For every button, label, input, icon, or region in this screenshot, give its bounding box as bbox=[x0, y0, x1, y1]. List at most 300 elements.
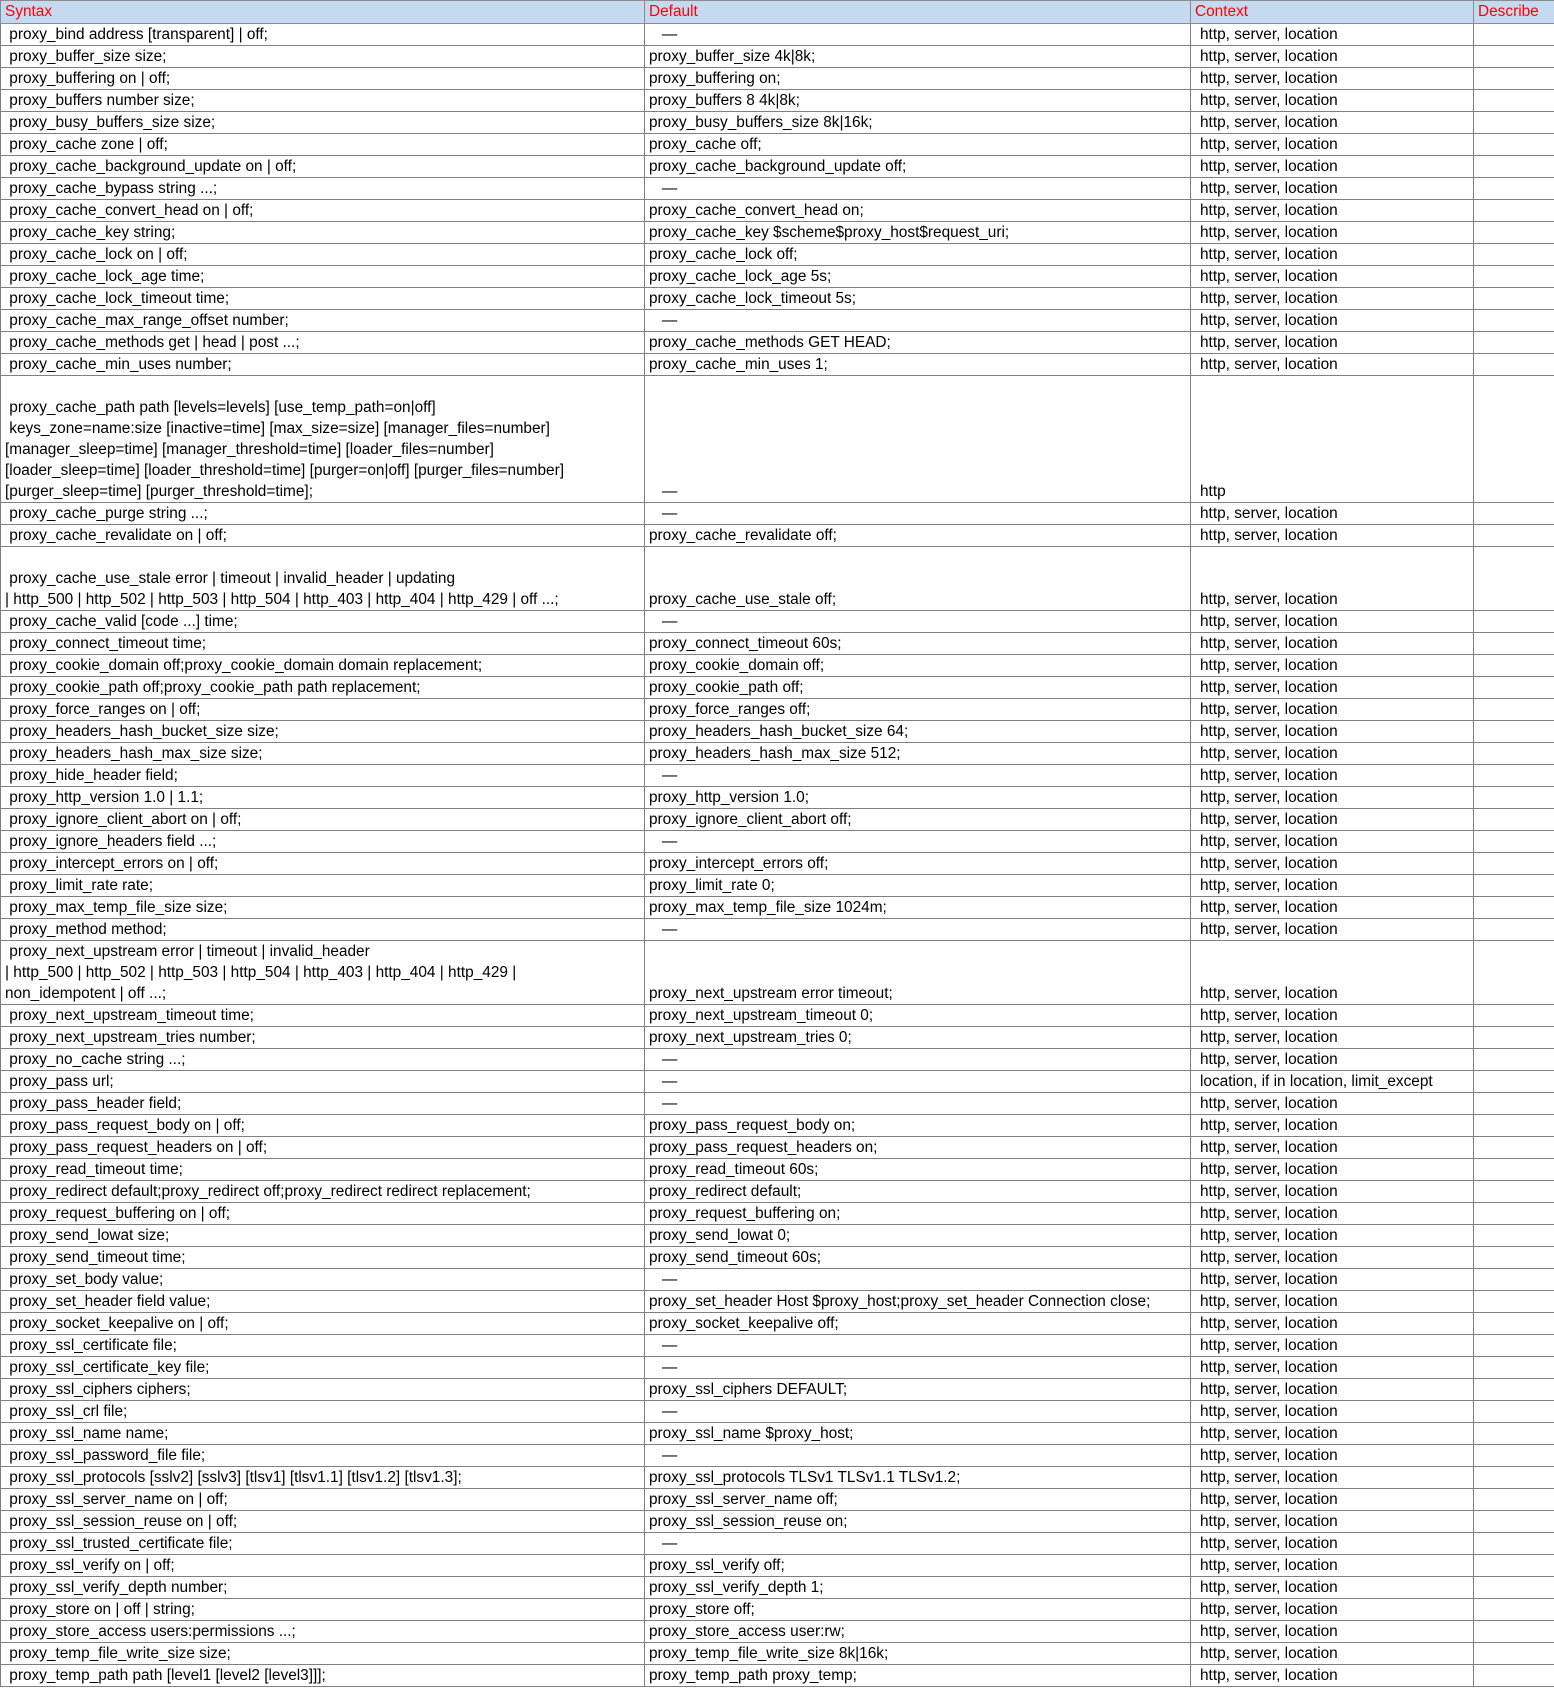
context-cell[interactable]: http, server, location bbox=[1191, 1401, 1474, 1423]
default-cell[interactable]: — bbox=[645, 765, 1191, 787]
describe-cell[interactable] bbox=[1474, 1357, 1554, 1379]
describe-cell[interactable] bbox=[1474, 1445, 1554, 1467]
syntax-cell[interactable]: proxy_cache_background_update on | off; bbox=[1, 156, 645, 178]
table-row bbox=[1, 134, 1554, 156]
syntax-cell[interactable]: proxy_cache_purge string ...; bbox=[1, 503, 645, 525]
context-cell[interactable]: http, server, location bbox=[1191, 677, 1474, 699]
default-cell[interactable]: — bbox=[645, 1093, 1191, 1115]
context-cell[interactable]: http, server, location bbox=[1191, 941, 1474, 1005]
describe-cell[interactable] bbox=[1474, 831, 1554, 853]
describe-cell[interactable] bbox=[1474, 1555, 1554, 1577]
table-row bbox=[1, 1665, 1554, 1687]
default-cell[interactable]: proxy_ssl_verify_depth 1; bbox=[645, 1577, 1191, 1599]
context-cell[interactable]: location, if in location, limit_except bbox=[1191, 1071, 1474, 1093]
syntax-cell[interactable]: proxy_request_buffering on | off; bbox=[1, 1203, 645, 1225]
table-row bbox=[1, 1203, 1554, 1225]
context-cell[interactable]: http, server, location bbox=[1191, 503, 1474, 525]
syntax-cell[interactable]: proxy_cookie_path off;proxy_cookie_path path replacement; bbox=[1, 677, 645, 699]
syntax-cell[interactable]: proxy_headers_hash_max_size size; bbox=[1, 743, 645, 765]
context-cell[interactable]: http, server, location bbox=[1191, 1181, 1474, 1203]
default-cell[interactable]: — bbox=[645, 1269, 1191, 1291]
describe-cell[interactable] bbox=[1474, 68, 1554, 90]
table-row bbox=[1, 1115, 1554, 1137]
describe-cell[interactable] bbox=[1474, 1027, 1554, 1049]
syntax-cell[interactable]: proxy_ssl_name name; bbox=[1, 1423, 645, 1445]
context-cell[interactable]: http, server, location bbox=[1191, 1489, 1474, 1511]
context-cell[interactable]: http, server, location bbox=[1191, 1665, 1474, 1687]
header-default[interactable]: Default bbox=[645, 1, 1191, 24]
table-row bbox=[1, 1247, 1554, 1269]
default-cell[interactable]: proxy_send_timeout 60s; bbox=[645, 1247, 1191, 1269]
default-cell[interactable]: — bbox=[645, 611, 1191, 633]
syntax-cell[interactable]: proxy_buffer_size size; bbox=[1, 46, 645, 68]
describe-cell[interactable] bbox=[1474, 112, 1554, 134]
context-cell[interactable]: http, server, location bbox=[1191, 721, 1474, 743]
context-cell[interactable]: http, server, location bbox=[1191, 1467, 1474, 1489]
default-cell[interactable]: proxy_force_ranges off; bbox=[645, 699, 1191, 721]
syntax-cell[interactable]: proxy_cache_use_stale error | timeout | invalid_header | updating | http_500 | http_502 | http_503 | http_504 | http_403 | http_404 | http_429 | off ...; bbox=[1, 547, 645, 611]
default-cell[interactable]: proxy_next_upstream_timeout 0; bbox=[645, 1005, 1191, 1027]
syntax-cell[interactable]: proxy_pass_request_headers on | off; bbox=[1, 1137, 645, 1159]
default-cell[interactable]: proxy_temp_file_write_size 8k|16k; bbox=[645, 1643, 1191, 1665]
default-cell[interactable]: — bbox=[645, 919, 1191, 941]
syntax-cell[interactable]: proxy_redirect default;proxy_redirect off;proxy_redirect redirect replacement; bbox=[1, 1181, 645, 1203]
default-cell[interactable]: proxy_request_buffering on; bbox=[645, 1203, 1191, 1225]
context-cell[interactable]: http, server, location bbox=[1191, 288, 1474, 310]
default-cell[interactable]: proxy_pass_request_body on; bbox=[645, 1115, 1191, 1137]
context-cell[interactable]: http, server, location bbox=[1191, 809, 1474, 831]
syntax-cell[interactable]: proxy_ssl_verify on | off; bbox=[1, 1555, 645, 1577]
default-cell[interactable]: proxy_buffer_size 4k|8k; bbox=[645, 46, 1191, 68]
default-cell[interactable]: proxy_cache_methods GET HEAD; bbox=[645, 332, 1191, 354]
context-cell[interactable]: http, server, location bbox=[1191, 1269, 1474, 1291]
default-cell[interactable]: proxy_limit_rate 0; bbox=[645, 875, 1191, 897]
syntax-cell[interactable]: proxy_ssl_crl file; bbox=[1, 1401, 645, 1423]
default-cell[interactable]: proxy_read_timeout 60s; bbox=[645, 1159, 1191, 1181]
describe-cell[interactable] bbox=[1474, 1665, 1554, 1687]
context-cell[interactable]: http, server, location bbox=[1191, 1225, 1474, 1247]
context-cell[interactable]: http, server, location bbox=[1191, 354, 1474, 376]
describe-cell[interactable] bbox=[1474, 266, 1554, 288]
context-cell[interactable]: http, server, location bbox=[1191, 90, 1474, 112]
context-cell[interactable]: http bbox=[1191, 376, 1474, 503]
describe-cell[interactable] bbox=[1474, 354, 1554, 376]
table-row bbox=[1, 1093, 1554, 1115]
default-cell[interactable]: proxy_ssl_verify off; bbox=[645, 1555, 1191, 1577]
table-row bbox=[1, 1423, 1554, 1445]
default-cell[interactable]: — bbox=[645, 1071, 1191, 1093]
describe-cell[interactable] bbox=[1474, 941, 1554, 1005]
context-cell[interactable]: http, server, location bbox=[1191, 1533, 1474, 1555]
default-cell[interactable]: — bbox=[645, 1357, 1191, 1379]
table-row bbox=[1, 1599, 1554, 1621]
context-cell[interactable]: http, server, location bbox=[1191, 743, 1474, 765]
context-cell[interactable]: http, server, location bbox=[1191, 1423, 1474, 1445]
default-cell[interactable]: — bbox=[645, 1533, 1191, 1555]
describe-cell[interactable] bbox=[1474, 1181, 1554, 1203]
syntax-cell[interactable]: proxy_cache_methods get | head | post ...; bbox=[1, 332, 645, 354]
default-cell[interactable]: proxy_next_upstream_tries 0; bbox=[645, 1027, 1191, 1049]
describe-cell[interactable] bbox=[1474, 611, 1554, 633]
syntax-cell[interactable]: proxy_cache_path path [levels=levels] [use_temp_path=on|off] keys_zone=name:size [inactive=time] [max_size=size] [manager_files=number] [manager_sleep=time] [manager_threshold=time] [loader_files=number] [loader_sleep=time] [loader_threshold=time] [purger=on|off] [purger_files=number] [purger_sleep=time] [purger_threshold=time]; bbox=[1, 376, 645, 503]
default-cell[interactable]: proxy_cache_key $scheme$proxy_host$request_uri; bbox=[645, 222, 1191, 244]
default-cell[interactable]: proxy_cookie_domain off; bbox=[645, 655, 1191, 677]
syntax-cell[interactable]: proxy_ssl_password_file file; bbox=[1, 1445, 645, 1467]
default-cell[interactable]: — bbox=[645, 503, 1191, 525]
describe-cell[interactable] bbox=[1474, 134, 1554, 156]
syntax-cell[interactable]: proxy_cache_valid [code ...] time; bbox=[1, 611, 645, 633]
context-cell[interactable]: http, server, location bbox=[1191, 1599, 1474, 1621]
syntax-cell[interactable]: proxy_ssl_protocols [sslv2] [sslv3] [tlsv1] [tlsv1.1] [tlsv1.2] [tlsv1.3]; bbox=[1, 1467, 645, 1489]
describe-cell[interactable] bbox=[1474, 1203, 1554, 1225]
describe-cell[interactable] bbox=[1474, 1379, 1554, 1401]
context-cell[interactable]: http, server, location bbox=[1191, 655, 1474, 677]
describe-cell[interactable] bbox=[1474, 787, 1554, 809]
describe-cell[interactable] bbox=[1474, 244, 1554, 266]
describe-cell[interactable] bbox=[1474, 178, 1554, 200]
context-cell[interactable]: http, server, location bbox=[1191, 853, 1474, 875]
describe-cell[interactable] bbox=[1474, 1577, 1554, 1599]
table-row bbox=[1, 1159, 1554, 1181]
describe-cell[interactable] bbox=[1474, 1313, 1554, 1335]
syntax-cell[interactable]: proxy_store_access users:permissions ...; bbox=[1, 1621, 645, 1643]
context-cell[interactable]: http, server, location bbox=[1191, 1555, 1474, 1577]
context-cell[interactable]: http, server, location bbox=[1191, 1005, 1474, 1027]
describe-cell[interactable] bbox=[1474, 1071, 1554, 1093]
describe-cell[interactable] bbox=[1474, 1621, 1554, 1643]
syntax-cell[interactable]: proxy_intercept_errors on | off; bbox=[1, 853, 645, 875]
context-cell[interactable]: http, server, location bbox=[1191, 222, 1474, 244]
default-cell[interactable]: proxy_store_access user:rw; bbox=[645, 1621, 1191, 1643]
syntax-cell[interactable]: proxy_ssl_trusted_certificate file; bbox=[1, 1533, 645, 1555]
default-cell[interactable]: proxy_ssl_protocols TLSv1 TLSv1.1 TLSv1.2; bbox=[645, 1467, 1191, 1489]
default-cell[interactable]: — bbox=[645, 1335, 1191, 1357]
context-cell[interactable]: http, server, location bbox=[1191, 1049, 1474, 1071]
describe-cell[interactable] bbox=[1474, 677, 1554, 699]
describe-cell[interactable] bbox=[1474, 1269, 1554, 1291]
syntax-cell[interactable]: proxy_headers_hash_bucket_size size; bbox=[1, 721, 645, 743]
syntax-cell[interactable]: proxy_send_timeout time; bbox=[1, 1247, 645, 1269]
syntax-cell[interactable]: proxy_ssl_verify_depth number; bbox=[1, 1577, 645, 1599]
syntax-cell[interactable]: proxy_limit_rate rate; bbox=[1, 875, 645, 897]
syntax-cell[interactable]: proxy_send_lowat size; bbox=[1, 1225, 645, 1247]
context-cell[interactable]: http, server, location bbox=[1191, 244, 1474, 266]
default-cell[interactable]: proxy_connect_timeout 60s; bbox=[645, 633, 1191, 655]
default-cell[interactable]: — bbox=[645, 831, 1191, 853]
table-row bbox=[1, 1335, 1554, 1357]
describe-cell[interactable] bbox=[1474, 1467, 1554, 1489]
describe-cell[interactable] bbox=[1474, 503, 1554, 525]
table-row bbox=[1, 332, 1554, 354]
header-describe[interactable]: Describe bbox=[1474, 1, 1554, 24]
context-cell[interactable]: http, server, location bbox=[1191, 875, 1474, 897]
default-cell[interactable]: proxy_temp_path proxy_temp; bbox=[645, 1665, 1191, 1687]
syntax-cell[interactable]: proxy_cache_revalidate on | off; bbox=[1, 525, 645, 547]
default-cell[interactable]: proxy_cache_revalidate off; bbox=[645, 525, 1191, 547]
default-cell[interactable]: proxy_set_header Host $proxy_host;proxy_set_header Connection close; bbox=[645, 1291, 1191, 1313]
syntax-cell[interactable]: proxy_bind address [transparent] | off; bbox=[1, 24, 645, 46]
table-row bbox=[1, 24, 1554, 46]
syntax-cell[interactable]: proxy_ssl_server_name on | off; bbox=[1, 1489, 645, 1511]
syntax-cell[interactable]: proxy_ssl_ciphers ciphers; bbox=[1, 1379, 645, 1401]
syntax-cell[interactable]: proxy_next_upstream_timeout time; bbox=[1, 1005, 645, 1027]
default-cell[interactable]: proxy_cache_convert_head on; bbox=[645, 200, 1191, 222]
context-cell[interactable]: http, server, location bbox=[1191, 787, 1474, 809]
syntax-cell[interactable]: proxy_cache_lock_timeout time; bbox=[1, 288, 645, 310]
context-cell[interactable]: http, server, location bbox=[1191, 919, 1474, 941]
syntax-cell[interactable]: proxy_temp_path path [level1 [level2 [level3]]]; bbox=[1, 1665, 645, 1687]
context-cell[interactable]: http, server, location bbox=[1191, 525, 1474, 547]
table-row bbox=[1, 1489, 1554, 1511]
default-cell[interactable]: proxy_socket_keepalive off; bbox=[645, 1313, 1191, 1335]
syntax-cell[interactable]: proxy_socket_keepalive on | off; bbox=[1, 1313, 645, 1335]
table-row bbox=[1, 222, 1554, 244]
describe-cell[interactable] bbox=[1474, 875, 1554, 897]
table-row bbox=[1, 46, 1554, 68]
describe-cell[interactable] bbox=[1474, 1291, 1554, 1313]
describe-cell[interactable] bbox=[1474, 743, 1554, 765]
describe-cell[interactable] bbox=[1474, 633, 1554, 655]
default-cell[interactable]: proxy_cache_background_update off; bbox=[645, 156, 1191, 178]
syntax-cell[interactable]: proxy_ssl_certificate_key file; bbox=[1, 1357, 645, 1379]
context-cell[interactable]: http, server, location bbox=[1191, 831, 1474, 853]
context-cell[interactable]: http, server, location bbox=[1191, 156, 1474, 178]
table-row bbox=[1, 112, 1554, 134]
syntax-cell[interactable]: proxy_pass_request_body on | off; bbox=[1, 1115, 645, 1137]
describe-cell[interactable] bbox=[1474, 1335, 1554, 1357]
syntax-cell[interactable]: proxy_buffering on | off; bbox=[1, 68, 645, 90]
context-cell[interactable]: http, server, location bbox=[1191, 1159, 1474, 1181]
syntax-cell[interactable]: proxy_set_header field value; bbox=[1, 1291, 645, 1313]
default-cell[interactable]: proxy_redirect default; bbox=[645, 1181, 1191, 1203]
describe-cell[interactable] bbox=[1474, 547, 1554, 611]
context-cell[interactable]: http, server, location bbox=[1191, 1115, 1474, 1137]
default-cell[interactable]: proxy_send_lowat 0; bbox=[645, 1225, 1191, 1247]
default-cell[interactable]: proxy_cache_lock off; bbox=[645, 244, 1191, 266]
syntax-cell[interactable]: proxy_no_cache string ...; bbox=[1, 1049, 645, 1071]
context-cell[interactable]: http, server, location bbox=[1191, 611, 1474, 633]
describe-cell[interactable] bbox=[1474, 525, 1554, 547]
describe-cell[interactable] bbox=[1474, 1159, 1554, 1181]
describe-cell[interactable] bbox=[1474, 200, 1554, 222]
describe-cell[interactable] bbox=[1474, 156, 1554, 178]
describe-cell[interactable] bbox=[1474, 1005, 1554, 1027]
context-cell[interactable]: http, server, location bbox=[1191, 68, 1474, 90]
syntax-cell[interactable]: proxy_pass_header field; bbox=[1, 1093, 645, 1115]
syntax-cell[interactable]: proxy_next_upstream_tries number; bbox=[1, 1027, 645, 1049]
table-row bbox=[1, 1577, 1554, 1599]
context-cell[interactable]: http, server, location bbox=[1191, 1313, 1474, 1335]
describe-cell[interactable] bbox=[1474, 376, 1554, 503]
syntax-cell[interactable]: proxy_cache_min_uses number; bbox=[1, 354, 645, 376]
describe-cell[interactable] bbox=[1474, 765, 1554, 787]
describe-cell[interactable] bbox=[1474, 1247, 1554, 1269]
default-cell[interactable]: proxy_intercept_errors off; bbox=[645, 853, 1191, 875]
describe-cell[interactable] bbox=[1474, 1599, 1554, 1621]
context-cell[interactable]: http, server, location bbox=[1191, 633, 1474, 655]
default-cell[interactable]: — bbox=[645, 24, 1191, 46]
default-cell[interactable]: proxy_buffers 8 4k|8k; bbox=[645, 90, 1191, 112]
describe-cell[interactable] bbox=[1474, 1423, 1554, 1445]
syntax-cell[interactable]: proxy_ssl_certificate file; bbox=[1, 1335, 645, 1357]
default-cell[interactable]: proxy_cache off; bbox=[645, 134, 1191, 156]
default-cell[interactable]: — bbox=[645, 1049, 1191, 1071]
syntax-cell[interactable]: proxy_max_temp_file_size size; bbox=[1, 897, 645, 919]
describe-cell[interactable] bbox=[1474, 919, 1554, 941]
table-row bbox=[1, 1445, 1554, 1467]
default-cell[interactable]: proxy_cache_lock_timeout 5s; bbox=[645, 288, 1191, 310]
describe-cell[interactable] bbox=[1474, 310, 1554, 332]
describe-cell[interactable] bbox=[1474, 721, 1554, 743]
context-cell[interactable]: http, server, location bbox=[1191, 897, 1474, 919]
default-cell[interactable]: proxy_ssl_name $proxy_host; bbox=[645, 1423, 1191, 1445]
table-row bbox=[1, 1313, 1554, 1335]
describe-cell[interactable] bbox=[1474, 809, 1554, 831]
syntax-cell[interactable]: proxy_next_upstream error | timeout | invalid_header | http_500 | http_502 | http_503 | http_504 | http_403 | http_404 | http_429 | non_idempotent | off ...; bbox=[1, 941, 645, 1005]
header-syntax[interactable]: Syntax bbox=[1, 1, 645, 24]
context-cell[interactable]: http, server, location bbox=[1191, 134, 1474, 156]
syntax-cell[interactable]: proxy_pass url; bbox=[1, 1071, 645, 1093]
table-row bbox=[1, 633, 1554, 655]
syntax-cell[interactable]: proxy_cache_bypass string ...; bbox=[1, 178, 645, 200]
default-cell[interactable]: proxy_pass_request_headers on; bbox=[645, 1137, 1191, 1159]
default-cell[interactable]: proxy_busy_buffers_size 8k|16k; bbox=[645, 112, 1191, 134]
default-cell[interactable]: proxy_cookie_path off; bbox=[645, 677, 1191, 699]
default-cell[interactable]: proxy_max_temp_file_size 1024m; bbox=[645, 897, 1191, 919]
context-cell[interactable]: http, server, location bbox=[1191, 1643, 1474, 1665]
default-cell[interactable]: proxy_ssl_server_name off; bbox=[645, 1489, 1191, 1511]
context-cell[interactable]: http, server, location bbox=[1191, 1203, 1474, 1225]
syntax-cell[interactable]: proxy_cookie_domain off;proxy_cookie_domain domain replacement; bbox=[1, 655, 645, 677]
default-cell[interactable]: proxy_http_version 1.0; bbox=[645, 787, 1191, 809]
table-row bbox=[1, 787, 1554, 809]
table-row bbox=[1, 1005, 1554, 1027]
describe-cell[interactable] bbox=[1474, 1225, 1554, 1247]
describe-cell[interactable] bbox=[1474, 288, 1554, 310]
describe-cell[interactable] bbox=[1474, 46, 1554, 68]
syntax-cell[interactable]: proxy_http_version 1.0 | 1.1; bbox=[1, 787, 645, 809]
describe-cell[interactable] bbox=[1474, 1511, 1554, 1533]
context-cell[interactable]: http, server, location bbox=[1191, 46, 1474, 68]
syntax-cell[interactable]: proxy_cache_max_range_offset number; bbox=[1, 310, 645, 332]
syntax-cell[interactable]: proxy_busy_buffers_size size; bbox=[1, 112, 645, 134]
context-cell[interactable]: http, server, location bbox=[1191, 1291, 1474, 1313]
context-cell[interactable]: http, server, location bbox=[1191, 266, 1474, 288]
syntax-cell[interactable]: proxy_buffers number size; bbox=[1, 90, 645, 112]
context-cell[interactable]: http, server, location bbox=[1191, 547, 1474, 611]
default-cell[interactable]: proxy_cache_min_uses 1; bbox=[645, 354, 1191, 376]
describe-cell[interactable] bbox=[1474, 1137, 1554, 1159]
syntax-cell[interactable]: proxy_cache zone | off; bbox=[1, 134, 645, 156]
context-cell[interactable]: http, server, location bbox=[1191, 200, 1474, 222]
syntax-cell[interactable]: proxy_cache_lock_age time; bbox=[1, 266, 645, 288]
syntax-cell[interactable]: proxy_cache_lock on | off; bbox=[1, 244, 645, 266]
context-cell[interactable]: http, server, location bbox=[1191, 1335, 1474, 1357]
default-cell[interactable]: — bbox=[645, 1401, 1191, 1423]
default-cell[interactable]: proxy_ssl_session_reuse on; bbox=[645, 1511, 1191, 1533]
default-cell[interactable]: proxy_cache_lock_age 5s; bbox=[645, 266, 1191, 288]
describe-cell[interactable] bbox=[1474, 853, 1554, 875]
context-cell[interactable]: http, server, location bbox=[1191, 112, 1474, 134]
syntax-cell[interactable]: proxy_ssl_session_reuse on | off; bbox=[1, 1511, 645, 1533]
default-cell[interactable]: — bbox=[645, 178, 1191, 200]
default-cell[interactable]: — bbox=[645, 376, 1191, 503]
header-context[interactable]: Context bbox=[1191, 1, 1474, 24]
default-cell[interactable]: proxy_next_upstream error timeout; bbox=[645, 941, 1191, 1005]
describe-cell[interactable] bbox=[1474, 1533, 1554, 1555]
syntax-cell[interactable]: proxy_cache_convert_head on | off; bbox=[1, 200, 645, 222]
describe-cell[interactable] bbox=[1474, 90, 1554, 112]
syntax-cell[interactable]: proxy_force_ranges on | off; bbox=[1, 699, 645, 721]
describe-cell[interactable] bbox=[1474, 699, 1554, 721]
context-cell[interactable]: http, server, location bbox=[1191, 1577, 1474, 1599]
context-cell[interactable]: http, server, location bbox=[1191, 1137, 1474, 1159]
default-cell[interactable]: proxy_headers_hash_max_size 512; bbox=[645, 743, 1191, 765]
table-row bbox=[1, 525, 1554, 547]
table-row bbox=[1, 68, 1554, 90]
syntax-cell[interactable]: proxy_ignore_client_abort on | off; bbox=[1, 809, 645, 831]
syntax-cell[interactable]: proxy_temp_file_write_size size; bbox=[1, 1643, 645, 1665]
table-row bbox=[1, 1291, 1554, 1313]
context-cell[interactable]: http, server, location bbox=[1191, 24, 1474, 46]
describe-cell[interactable] bbox=[1474, 1115, 1554, 1137]
syntax-cell[interactable]: proxy_method method; bbox=[1, 919, 645, 941]
context-cell[interactable]: http, server, location bbox=[1191, 699, 1474, 721]
default-cell[interactable]: — bbox=[645, 1445, 1191, 1467]
syntax-cell[interactable]: proxy_hide_header field; bbox=[1, 765, 645, 787]
table-row bbox=[1, 655, 1554, 677]
describe-cell[interactable] bbox=[1474, 655, 1554, 677]
table-row bbox=[1, 244, 1554, 266]
describe-cell[interactable] bbox=[1474, 222, 1554, 244]
default-cell[interactable]: proxy_ignore_client_abort off; bbox=[645, 809, 1191, 831]
context-cell[interactable]: http, server, location bbox=[1191, 1247, 1474, 1269]
default-cell[interactable]: proxy_buffering on; bbox=[645, 68, 1191, 90]
context-cell[interactable]: http, server, location bbox=[1191, 1093, 1474, 1115]
context-cell[interactable]: http, server, location bbox=[1191, 1357, 1474, 1379]
default-cell[interactable]: proxy_headers_hash_bucket_size 64; bbox=[645, 721, 1191, 743]
describe-cell[interactable] bbox=[1474, 1049, 1554, 1071]
context-cell[interactable]: http, server, location bbox=[1191, 332, 1474, 354]
describe-cell[interactable] bbox=[1474, 897, 1554, 919]
syntax-cell[interactable]: proxy_set_body value; bbox=[1, 1269, 645, 1291]
context-cell[interactable]: http, server, location bbox=[1191, 178, 1474, 200]
describe-cell[interactable] bbox=[1474, 24, 1554, 46]
default-cell[interactable]: proxy_cache_use_stale off; bbox=[645, 547, 1191, 611]
default-cell[interactable]: proxy_store off; bbox=[645, 1599, 1191, 1621]
default-cell[interactable]: — bbox=[645, 310, 1191, 332]
context-cell[interactable]: http, server, location bbox=[1191, 310, 1474, 332]
context-cell[interactable]: http, server, location bbox=[1191, 1511, 1474, 1533]
describe-cell[interactable] bbox=[1474, 1401, 1554, 1423]
default-cell[interactable]: proxy_ssl_ciphers DEFAULT; bbox=[645, 1379, 1191, 1401]
describe-cell[interactable] bbox=[1474, 1643, 1554, 1665]
syntax-cell[interactable]: proxy_store on | off | string; bbox=[1, 1599, 645, 1621]
syntax-cell[interactable]: proxy_cache_key string; bbox=[1, 222, 645, 244]
syntax-cell[interactable]: proxy_read_timeout time; bbox=[1, 1159, 645, 1181]
describe-cell[interactable] bbox=[1474, 1093, 1554, 1115]
syntax-cell[interactable]: proxy_connect_timeout time; bbox=[1, 633, 645, 655]
describe-cell[interactable] bbox=[1474, 1489, 1554, 1511]
context-cell[interactable]: http, server, location bbox=[1191, 1379, 1474, 1401]
context-cell[interactable]: http, server, location bbox=[1191, 765, 1474, 787]
context-cell[interactable]: http, server, location bbox=[1191, 1445, 1474, 1467]
context-cell[interactable]: http, server, location bbox=[1191, 1621, 1474, 1643]
context-cell[interactable]: http, server, location bbox=[1191, 1027, 1474, 1049]
describe-cell[interactable] bbox=[1474, 332, 1554, 354]
syntax-cell[interactable]: proxy_ignore_headers field ...; bbox=[1, 831, 645, 853]
table-row bbox=[1, 1621, 1554, 1643]
